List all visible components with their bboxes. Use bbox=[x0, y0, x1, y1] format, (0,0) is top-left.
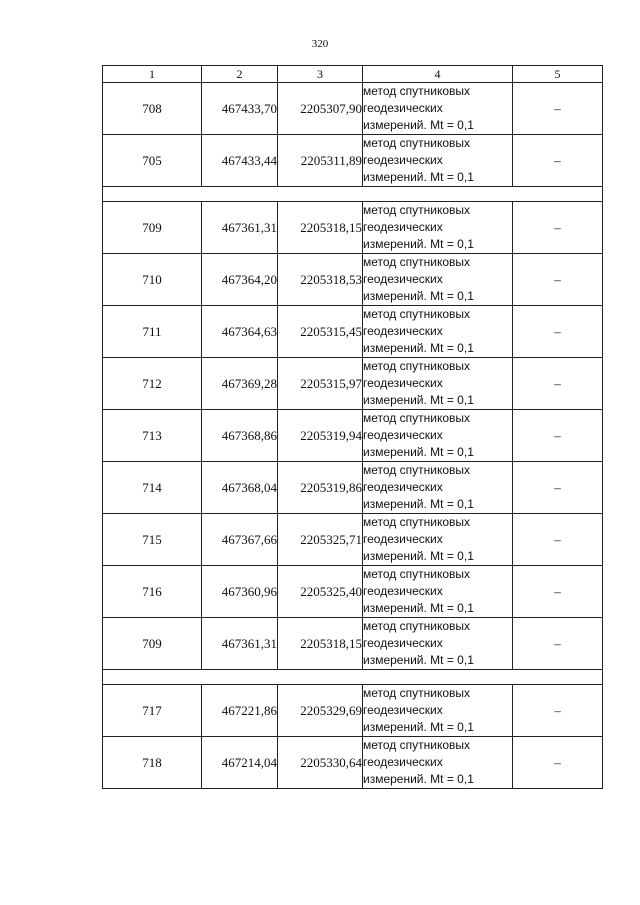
column-header-1: 1 bbox=[103, 66, 202, 83]
method-cell bbox=[363, 462, 513, 514]
x-coordinate-cell: 467360,96 bbox=[202, 566, 278, 618]
table-row bbox=[103, 306, 603, 358]
column-header-2: 2 bbox=[202, 66, 278, 83]
method-text-line-2: геодезических bbox=[363, 101, 443, 115]
method-cell bbox=[363, 135, 513, 187]
y-coordinate-cell: 2205315,97 bbox=[278, 358, 363, 410]
point-number-cell: 716 bbox=[103, 566, 202, 618]
note-cell: – bbox=[513, 514, 603, 566]
note-cell: – bbox=[513, 685, 603, 737]
method-text-line-3: измерений. Mt = 0,1 bbox=[363, 289, 474, 303]
method-text-line-1: метод спутниковых bbox=[363, 411, 471, 425]
y-coordinate-cell: 2205315,45 bbox=[278, 306, 363, 358]
method-cell bbox=[363, 306, 513, 358]
method-text-line-1: метод спутниковых bbox=[363, 567, 471, 581]
point-number-cell: 710 bbox=[103, 254, 202, 306]
table-row bbox=[103, 135, 603, 187]
page-number: 320 bbox=[311, 38, 329, 50]
table-group-separator bbox=[103, 670, 603, 685]
column-header-3: 3 bbox=[278, 66, 363, 83]
method-text-line-1: метод спутниковых bbox=[363, 619, 471, 633]
method-text-line-3: измерений. Mt = 0,1 bbox=[363, 170, 474, 184]
method-text-line-1: метод спутниковых bbox=[363, 203, 471, 217]
table-group-separator bbox=[103, 187, 603, 202]
method-text-line-1: метод спутниковых bbox=[363, 515, 471, 529]
method-cell bbox=[363, 202, 513, 254]
point-number-cell: 713 bbox=[103, 410, 202, 462]
method-text-line-3: измерений. Mt = 0,1 bbox=[363, 497, 474, 511]
y-coordinate-cell: 2205325,71 bbox=[278, 514, 363, 566]
note-cell: – bbox=[513, 737, 603, 789]
x-coordinate-cell: 467364,20 bbox=[202, 254, 278, 306]
table-row bbox=[103, 83, 603, 135]
method-text-line-3: измерений. Mt = 0,1 bbox=[363, 549, 474, 563]
method-text-line-2: геодезических bbox=[363, 532, 443, 546]
method-text-line-1: метод спутниковых bbox=[363, 136, 471, 150]
method-text-line-3: измерений. Mt = 0,1 bbox=[363, 118, 474, 132]
method-text-line-2: геодезических bbox=[363, 480, 443, 494]
point-number-cell: 717 bbox=[103, 685, 202, 737]
method-text-line-2: геодезических bbox=[363, 755, 443, 769]
method-text-line-3: измерений. Mt = 0,1 bbox=[363, 393, 474, 407]
note-cell: – bbox=[513, 566, 603, 618]
method-text-line-3: измерений. Mt = 0,1 bbox=[363, 653, 474, 667]
separator-cell bbox=[103, 187, 603, 202]
note-cell: – bbox=[513, 83, 603, 135]
x-coordinate-cell: 467433,70 bbox=[202, 83, 278, 135]
x-coordinate-cell: 467433,44 bbox=[202, 135, 278, 187]
point-number-cell: 708 bbox=[103, 83, 202, 135]
note-cell: – bbox=[513, 306, 603, 358]
note-cell: – bbox=[513, 618, 603, 670]
note-cell: – bbox=[513, 462, 603, 514]
table-row bbox=[103, 685, 603, 737]
point-number-cell: 709 bbox=[103, 618, 202, 670]
method-cell bbox=[363, 566, 513, 618]
method-cell bbox=[363, 410, 513, 462]
method-text-line-1: метод спутниковых bbox=[363, 359, 471, 373]
point-number-cell: 718 bbox=[103, 737, 202, 789]
method-cell bbox=[363, 254, 513, 306]
y-coordinate-cell: 2205318,15 bbox=[278, 618, 363, 670]
y-coordinate-cell: 2205307,90 bbox=[278, 83, 363, 135]
x-coordinate-cell: 467367,66 bbox=[202, 514, 278, 566]
x-coordinate-cell: 467368,04 bbox=[202, 462, 278, 514]
coordinates-table bbox=[102, 65, 603, 789]
method-text-line-2: геодезических bbox=[363, 636, 443, 650]
y-coordinate-cell: 2205330,64 bbox=[278, 737, 363, 789]
separator-cell bbox=[103, 670, 603, 685]
point-number-cell: 705 bbox=[103, 135, 202, 187]
note-cell: – bbox=[513, 135, 603, 187]
method-cell bbox=[363, 514, 513, 566]
x-coordinate-cell: 467369,28 bbox=[202, 358, 278, 410]
method-cell bbox=[363, 685, 513, 737]
point-number-cell: 714 bbox=[103, 462, 202, 514]
y-coordinate-cell: 2205318,53 bbox=[278, 254, 363, 306]
table-row bbox=[103, 462, 603, 514]
y-coordinate-cell: 2205318,15 bbox=[278, 202, 363, 254]
x-coordinate-cell: 467214,04 bbox=[202, 737, 278, 789]
method-cell bbox=[363, 358, 513, 410]
point-number-cell: 709 bbox=[103, 202, 202, 254]
method-text-line-3: измерений. Mt = 0,1 bbox=[363, 720, 474, 734]
method-cell bbox=[363, 618, 513, 670]
method-text-line-3: измерений. Mt = 0,1 bbox=[363, 445, 474, 459]
method-text-line-1: метод спутниковых bbox=[363, 84, 471, 98]
method-text-line-2: геодезических bbox=[363, 428, 443, 442]
coordinates-table-body bbox=[103, 66, 603, 789]
method-text-line-3: измерений. Mt = 0,1 bbox=[363, 237, 474, 251]
method-text-line-2: геодезических bbox=[363, 324, 443, 338]
method-text-line-1: метод спутниковых bbox=[363, 255, 471, 269]
point-number-cell: 711 bbox=[103, 306, 202, 358]
method-text-line-2: геодезических bbox=[363, 153, 443, 167]
table-row bbox=[103, 737, 603, 789]
method-text-line-2: геодезических bbox=[363, 584, 443, 598]
table-row bbox=[103, 566, 603, 618]
method-text-line-2: геодезических bbox=[363, 272, 443, 286]
table-row bbox=[103, 410, 603, 462]
note-cell: – bbox=[513, 358, 603, 410]
table-row bbox=[103, 202, 603, 254]
x-coordinate-cell: 467221,86 bbox=[202, 685, 278, 737]
y-coordinate-cell: 2205329,69 bbox=[278, 685, 363, 737]
point-number-cell: 712 bbox=[103, 358, 202, 410]
point-number-cell: 715 bbox=[103, 514, 202, 566]
y-coordinate-cell: 2205311,89 bbox=[278, 135, 363, 187]
note-cell: – bbox=[513, 254, 603, 306]
method-text-line-3: измерений. Mt = 0,1 bbox=[363, 341, 474, 355]
method-text-line-1: метод спутниковых bbox=[363, 307, 471, 321]
method-text-line-1: метод спутниковых bbox=[363, 686, 471, 700]
note-cell: – bbox=[513, 202, 603, 254]
y-coordinate-cell: 2205325,40 bbox=[278, 566, 363, 618]
method-text-line-1: метод спутниковых bbox=[363, 738, 471, 752]
method-text-line-2: геодезических bbox=[363, 376, 443, 390]
method-text-line-3: измерений. Mt = 0,1 bbox=[363, 772, 474, 786]
column-header-5: 5 bbox=[513, 66, 603, 83]
method-cell bbox=[363, 83, 513, 135]
table-row bbox=[103, 514, 603, 566]
table-row bbox=[103, 358, 603, 410]
y-coordinate-cell: 2205319,94 bbox=[278, 410, 363, 462]
table-header-row bbox=[103, 66, 603, 83]
x-coordinate-cell: 467361,31 bbox=[202, 618, 278, 670]
x-coordinate-cell: 467368,86 bbox=[202, 410, 278, 462]
table-row bbox=[103, 254, 603, 306]
table-row bbox=[103, 618, 603, 670]
method-text-line-1: метод спутниковых bbox=[363, 463, 471, 477]
x-coordinate-cell: 467364,63 bbox=[202, 306, 278, 358]
method-cell bbox=[363, 737, 513, 789]
y-coordinate-cell: 2205319,86 bbox=[278, 462, 363, 514]
method-text-line-2: геодезических bbox=[363, 220, 443, 234]
column-header-4: 4 bbox=[363, 66, 513, 83]
note-cell: – bbox=[513, 410, 603, 462]
method-text-line-2: геодезических bbox=[363, 703, 443, 717]
x-coordinate-cell: 467361,31 bbox=[202, 202, 278, 254]
method-text-line-3: измерений. Mt = 0,1 bbox=[363, 601, 474, 615]
